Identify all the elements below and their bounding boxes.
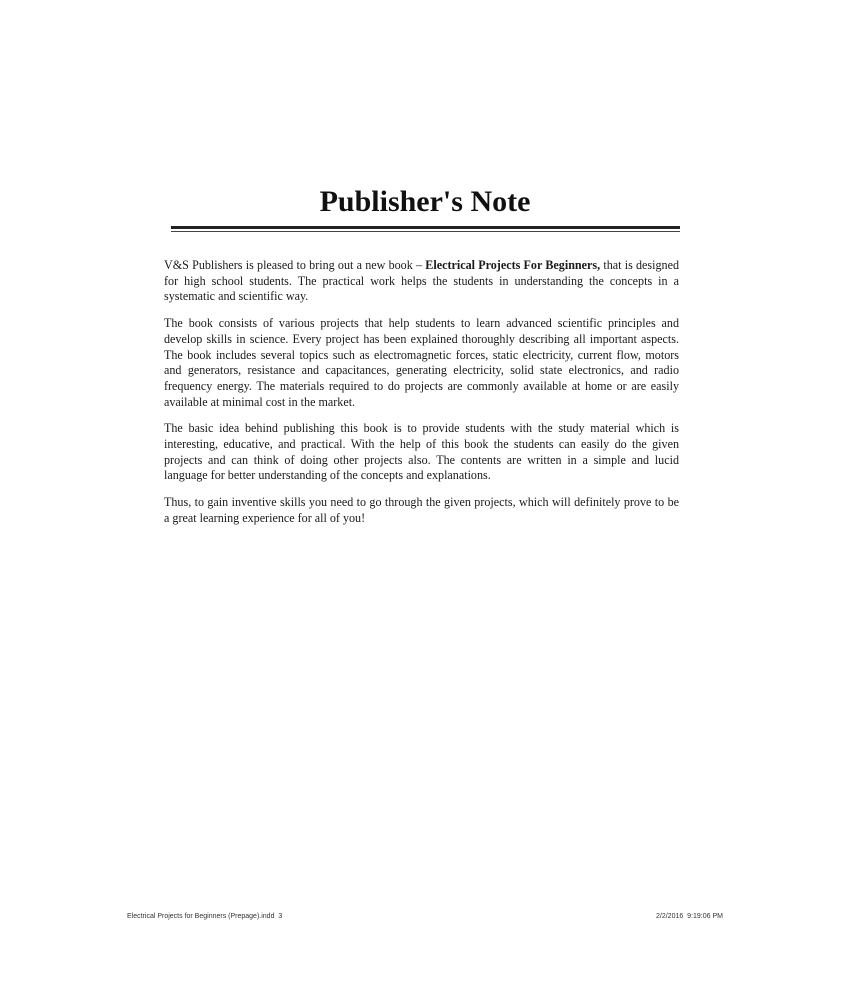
footer-date: 2/2/2016 [656, 913, 684, 920]
paragraph-1-rest: that is designed for high school students. The practical work helps the students in understanding the concepts in a systematic and scientific way. [164, 258, 679, 304]
title-rule-thin [171, 231, 680, 232]
paragraph-1-intro: V&S Publishers is pleased to bring out a new book – [164, 258, 426, 272]
title-rule-thick [171, 226, 680, 229]
footer-timestamp [656, 912, 723, 921]
book-title: Electrical Projects For Beginners, [425, 258, 601, 272]
paragraph-2: The book consists of various projects that help students to learn advanced scientific principles and develop skills in science. Every project has been explained thoroughly describing all important aspects. The book includes several topics such as electromagnetic forces, static electricity, current flow, motors and generators, resistance and capacitances, generating electricity, solid state electronics, and radio frequency energy. The materials required to do projects are commonly available at home or are easily available at minimal cost in the market. [164, 316, 679, 409]
footer-file-name: Electrical Projects for Beginners (Prepage).indd [127, 913, 275, 920]
paragraph-1 [164, 258, 679, 305]
paragraph-3: The basic idea behind publishing this book is to provide students with the study material which is interesting, educative, and practical. With the help of this book the students can easily do the given projects and can think of doing other projects also. The contents are written in a simple and lucid language for better understanding of the concepts and explanations. [164, 421, 679, 483]
page-title: Publisher's Note [319, 185, 531, 218]
footer-page-number: 3 [278, 913, 283, 920]
note-body [164, 258, 679, 538]
paragraph-4: Thus, to gain inventive skills you need to go through the given projects, which will definitely prove to be a great learning experience for all of you! [164, 495, 679, 525]
footer-file-info [127, 912, 282, 921]
footer-time: 9:19:06 PM [687, 913, 723, 920]
